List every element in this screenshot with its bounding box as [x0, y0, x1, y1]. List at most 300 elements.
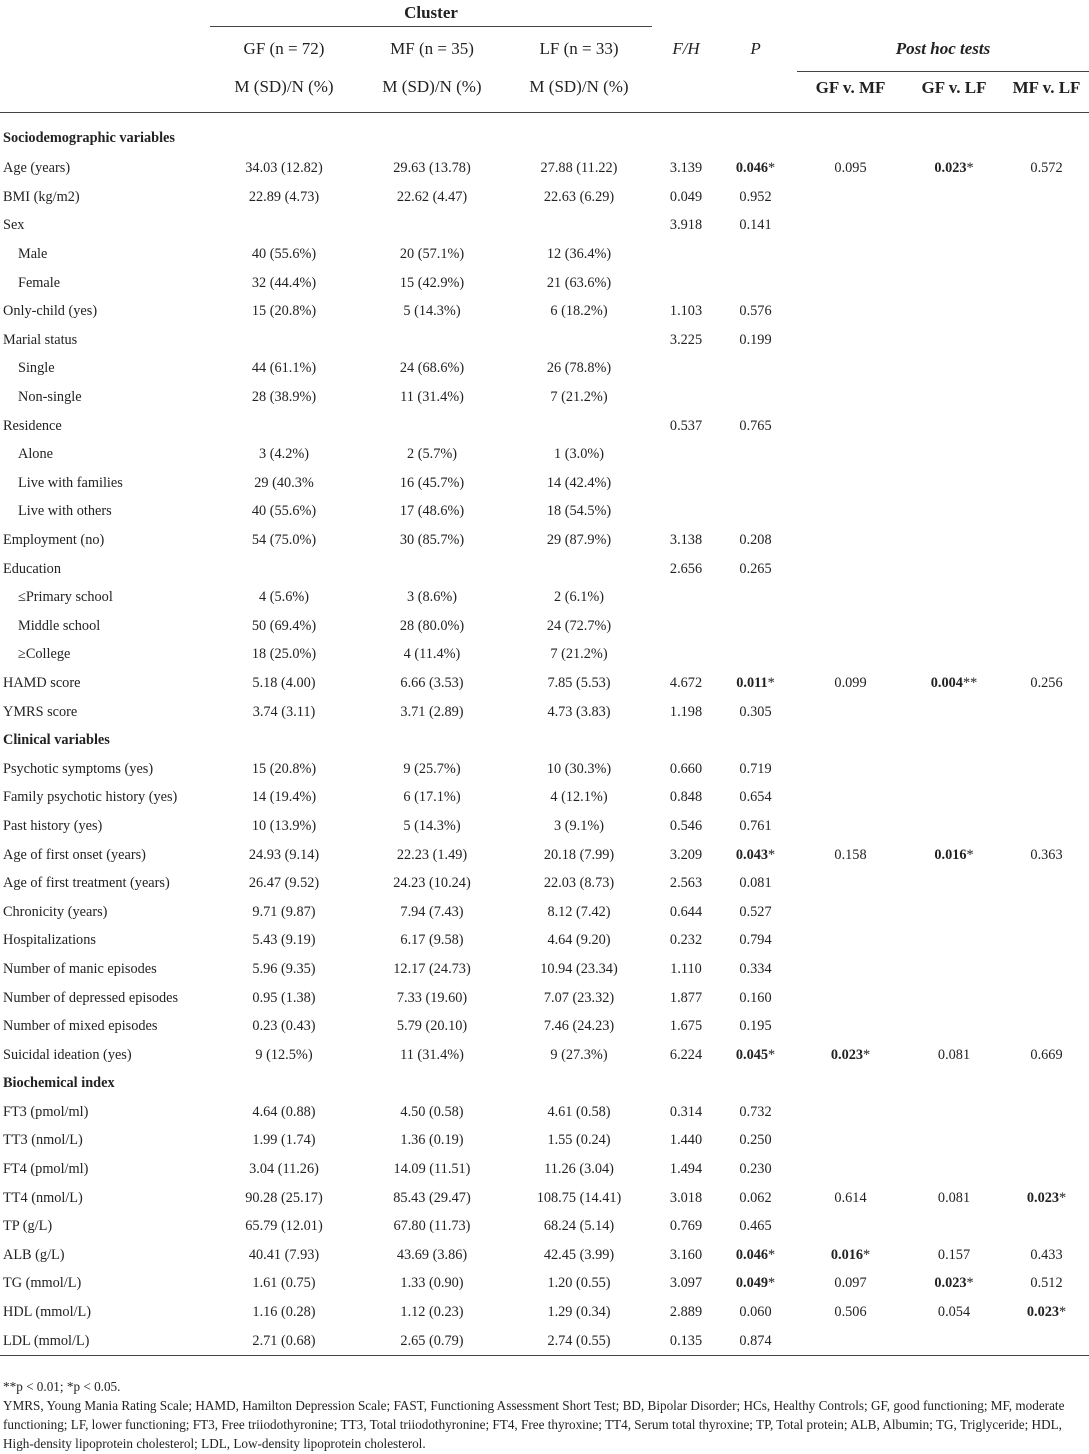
f-value [652, 297, 720, 326]
gf-vs-lf-value [904, 498, 1004, 527]
f-value [652, 583, 720, 612]
lf-value-text: 42.45 (3.99) [543, 1246, 615, 1263]
p-value-text: 0.062 [739, 1189, 772, 1206]
mf-vs-lf-value [1004, 1127, 1089, 1156]
table-row [0, 669, 1089, 698]
gf-value-text: 15 (20.8%) [251, 760, 317, 777]
p-value-text: 0.874 [739, 1332, 772, 1349]
mf-vs-lf-value [1004, 212, 1089, 241]
mf-value [358, 183, 506, 212]
mf-value-text: 43.69 (3.86) [396, 1246, 468, 1263]
f-value [652, 784, 720, 813]
gf-value-text: 28 (38.9%) [251, 389, 317, 406]
lf-value-text: 7 (21.2%) [550, 389, 608, 406]
f-value [652, 1012, 720, 1041]
mf-vs-lf-value [1004, 1270, 1089, 1299]
gf-value-text: 1.16 (0.28) [252, 1304, 316, 1321]
gf-value-text: 0.23 (0.43) [252, 1018, 316, 1035]
table-row [0, 297, 1089, 326]
table-row [0, 1098, 1089, 1127]
row-label: ALB (g/L) [3, 1246, 65, 1263]
table-row [0, 1298, 1089, 1327]
lf-value [506, 526, 652, 555]
row-label: Number of depressed episodes [3, 989, 179, 1006]
f-value [652, 183, 720, 212]
gf-value [210, 784, 358, 813]
p-value-text: 0.265 [739, 560, 772, 577]
lf-value [506, 812, 652, 841]
row-label: YMRS score [3, 703, 78, 720]
mf-value [358, 1298, 506, 1327]
f-value [652, 841, 720, 870]
table-row [0, 1184, 1089, 1213]
lf-value-text: 18 (54.5%) [546, 503, 612, 520]
table-row [0, 1327, 1089, 1356]
mf-value [358, 698, 506, 727]
p-value-text: 0.794 [739, 932, 772, 949]
table-row [0, 784, 1089, 813]
mf-vs-lf-value [1004, 583, 1089, 612]
p-value [720, 212, 791, 241]
gf-value [210, 297, 358, 326]
mf-value [358, 841, 506, 870]
row-label: Age (years) [3, 160, 71, 177]
mf-value [358, 240, 506, 269]
row-label: TP (g/L) [3, 1218, 53, 1235]
gf-vs-mf-value [797, 669, 904, 698]
mf-value-text: 5 (14.3%) [403, 817, 461, 834]
gf-vs-mf-value [797, 555, 904, 584]
f-value-text: 1.103 [669, 303, 703, 320]
mf-value-text: 14.09 (11.51) [393, 1161, 471, 1178]
f-value-text: 1.675 [669, 1018, 703, 1035]
mf-value-text: 3 (8.6%) [406, 589, 458, 606]
gf-value [210, 155, 358, 184]
gf-vs-lf-value [904, 240, 1004, 269]
gf-value-text: 1.61 (0.75) [252, 1275, 316, 1292]
row-label: Family psychotic history (yes) [3, 789, 178, 806]
gf-value-text: 40.41 (7.93) [248, 1246, 320, 1263]
mf-value [358, 641, 506, 670]
row-label: Non-single [18, 389, 82, 406]
gf-vs-lf-value [904, 183, 1004, 212]
significance-note: **p < 0.01; *p < 0.05. [3, 1379, 121, 1394]
gf-value-text: 5.96 (9.35) [252, 960, 316, 977]
gf-value [210, 898, 358, 927]
gf-stat-heading: M (SD)/N (%) [210, 71, 358, 112]
lf-value [506, 269, 652, 298]
gf-value [210, 240, 358, 269]
gf-vs-mf-value [797, 583, 904, 612]
mf-vs-lf-value [1004, 1041, 1089, 1070]
mf-vs-lf-value [1004, 898, 1089, 927]
gf-value-text: 2.71 (0.68) [252, 1332, 316, 1349]
f-value-text: 1.494 [669, 1161, 703, 1178]
f-value-text: 0.314 [669, 1103, 703, 1120]
section-row [0, 726, 1089, 755]
table-row [0, 927, 1089, 956]
gf-value [210, 669, 358, 698]
lf-value [506, 1127, 652, 1156]
table-row [0, 984, 1089, 1013]
mf-vs-lf-value [1004, 669, 1089, 698]
gf-value-text: 50 (69.4%) [251, 617, 317, 634]
lf-value [506, 955, 652, 984]
row-label: TT3 (nmol/L) [3, 1132, 83, 1149]
mf-value-text: 29.63 (13.78) [393, 160, 471, 177]
lf-value [506, 841, 652, 870]
mf-vs-lf-value [1004, 183, 1089, 212]
gf-vs-lf-value [904, 669, 1004, 698]
gf-value [210, 383, 358, 412]
f-value-text: 3.139 [669, 160, 703, 177]
p-value-text: 0.195 [739, 1018, 772, 1035]
mf-vs-lf-value [1004, 469, 1089, 498]
gf-value-text: 22.89 (4.73) [248, 188, 320, 205]
mf-value-text: 6.17 (9.58) [400, 932, 464, 949]
gf-vs-mf-value [797, 440, 904, 469]
p-value [720, 869, 791, 898]
mf-value [358, 1270, 506, 1299]
p-value [720, 1155, 791, 1184]
gf-vs-lf-value [904, 955, 1004, 984]
mf-value [358, 1155, 506, 1184]
f-value [652, 1098, 720, 1127]
row-label: Chronicity (years) [3, 903, 108, 920]
gf-vs-lf-value [904, 355, 1004, 384]
mf-vs-lf-value-text: 0.256 [1030, 674, 1063, 691]
row-label: Male [18, 246, 48, 263]
gf-vs-lf-value [904, 1298, 1004, 1327]
gf-vs-mf-value [797, 469, 904, 498]
table-row [0, 498, 1089, 527]
table-row [0, 812, 1089, 841]
mf-vs-lf-value-text: 0.363 [1030, 846, 1063, 863]
mf-vs-lf-value [1004, 1212, 1089, 1241]
gf-vs-lf-value [904, 1184, 1004, 1213]
mf-value-text: 11 (31.4%) [400, 1046, 464, 1063]
f-value-text: 0.848 [669, 789, 703, 806]
p-value-text: 0.334 [739, 960, 772, 977]
mf-value [358, 1127, 506, 1156]
p-value-text: 0.208 [739, 532, 772, 549]
mf-vs-lf-value-text: 0.023* [1026, 1189, 1067, 1206]
row-label: Employment (no) [3, 532, 105, 549]
mf-vs-lf-value [1004, 641, 1089, 670]
bottom-rule-cell [0, 1356, 1089, 1357]
p-value [720, 155, 791, 184]
table-row [0, 412, 1089, 441]
gf-value [210, 212, 358, 241]
row-label: ≤Primary school [18, 589, 113, 606]
mf-value [358, 669, 506, 698]
mf-value-text: 7.33 (19.60) [396, 989, 468, 1006]
f-value [652, 698, 720, 727]
gf-vs-mf-value [797, 898, 904, 927]
lf-value [506, 183, 652, 212]
mf-value [358, 927, 506, 956]
mf-value-text: 6 (17.1%) [403, 789, 461, 806]
lf-value-text: 4 (12.1%) [550, 789, 608, 806]
gf-vs-mf-value [797, 698, 904, 727]
p-value [720, 1012, 791, 1041]
table-row [0, 355, 1089, 384]
mf-value [358, 1327, 506, 1356]
lf-value-text: 26 (78.8%) [546, 360, 612, 377]
lf-value-text: 7 (21.2%) [550, 646, 608, 663]
gf-vs-lf-value [904, 641, 1004, 670]
f-value-text: 0.546 [669, 817, 703, 834]
p-value [720, 1127, 791, 1156]
p-value [720, 269, 791, 298]
f-value-text: 0.660 [669, 760, 703, 777]
gf-vs-lf-value [904, 155, 1004, 184]
gf-vs-mf-value [797, 955, 904, 984]
gf-vs-mf-value [797, 1212, 904, 1241]
gf-value-text: 90.28 (25.17) [245, 1189, 323, 1206]
gf-vs-mf-value-text: 0.016* [830, 1246, 871, 1263]
gf-vs-mf-value-text: 0.023* [830, 1046, 871, 1063]
p-heading: P [750, 38, 761, 58]
gf-vs-lf-value [904, 383, 1004, 412]
lf-value-text: 11.26 (3.04) [544, 1161, 614, 1178]
mf-value [358, 155, 506, 184]
lf-value [506, 383, 652, 412]
lf-value [506, 440, 652, 469]
gf-value-text: 29 (40.3% [254, 474, 314, 491]
f-value [652, 1127, 720, 1156]
gf-vs-lf-value [904, 784, 1004, 813]
p-value [720, 984, 791, 1013]
p-value [720, 383, 791, 412]
gf-vs-lf-value [904, 1241, 1004, 1270]
gf-value [210, 612, 358, 641]
table-row [0, 1241, 1089, 1270]
gf-value [210, 1098, 358, 1127]
row-label: Psychotic symptoms (yes) [3, 760, 154, 777]
mf-vs-lf-value [1004, 326, 1089, 355]
f-value [652, 555, 720, 584]
table-row [0, 440, 1089, 469]
lf-value [506, 555, 652, 584]
mf-vs-lf-value [1004, 297, 1089, 326]
f-value-text: 0.644 [669, 903, 703, 920]
lf-value [506, 984, 652, 1013]
p-value-text: 0.465 [739, 1218, 772, 1235]
mf-value-text: 5.79 (20.10) [396, 1018, 468, 1035]
mf-value [358, 898, 506, 927]
f-value-text: 0.537 [669, 417, 703, 434]
lf-value [506, 898, 652, 927]
f-value-text: 3.018 [669, 1189, 703, 1206]
section-row [0, 1070, 1089, 1099]
mf-vs-lf-value-text: 0.023* [1026, 1304, 1067, 1321]
gf-vs-lf-value [904, 297, 1004, 326]
p-value-text: 0.230 [739, 1161, 772, 1178]
lf-value-text: 1 (3.0%) [553, 446, 605, 463]
p-value [720, 927, 791, 956]
p-value [720, 612, 791, 641]
gf-vs-lf-value-text: 0.016* [934, 846, 974, 863]
row-label: LDL (mmol/L) [3, 1332, 90, 1349]
lf-value-text: 14 (42.4%) [546, 474, 612, 491]
f-value-text: 6.224 [669, 1046, 703, 1063]
row-label: TG (mmol/L) [3, 1275, 82, 1292]
p-value [720, 1270, 791, 1299]
gf-value-text: 3.74 (3.11) [252, 703, 316, 720]
gf-value [210, 1298, 358, 1327]
mf-value [358, 355, 506, 384]
row-label: Live with others [18, 503, 112, 520]
gf-vs-mf-heading: GF v. MF [797, 71, 904, 112]
p-value [720, 841, 791, 870]
f-value [652, 612, 720, 641]
table-row [0, 869, 1089, 898]
table-bottom-rule [0, 1356, 1089, 1357]
lf-value [506, 469, 652, 498]
gf-vs-mf-value [797, 841, 904, 870]
gf-vs-mf-value [797, 183, 904, 212]
lf-value-text: 68.24 (5.14) [543, 1218, 615, 1235]
f-value-text: 3.918 [669, 217, 703, 234]
lf-value [506, 212, 652, 241]
gf-value-text: 14 (19.4%) [251, 789, 317, 806]
mf-vs-lf-value [1004, 812, 1089, 841]
lf-value [506, 698, 652, 727]
p-value [720, 1184, 791, 1213]
p-value [720, 1298, 791, 1327]
row-label: ≥College [18, 646, 71, 663]
gf-vs-lf-value [904, 927, 1004, 956]
lf-value [506, 1155, 652, 1184]
gf-value [210, 183, 358, 212]
f-value [652, 355, 720, 384]
f-value [652, 412, 720, 441]
gf-vs-mf-value [797, 526, 904, 555]
section-title: Clinical variables [3, 732, 110, 749]
gf-vs-mf-value-text: 0.614 [834, 1189, 867, 1206]
lf-value-text: 27.88 (11.22) [540, 160, 618, 177]
lf-value-text: 24 (72.7%) [546, 617, 612, 634]
table-row [0, 269, 1089, 298]
gf-vs-mf-value [797, 383, 904, 412]
table-row [0, 1155, 1089, 1184]
gf-vs-mf-value [797, 1041, 904, 1070]
gf-vs-lf-value-text: 0.004** [930, 674, 978, 691]
gf-vs-mf-value [797, 498, 904, 527]
table-row [0, 612, 1089, 641]
table-row [0, 212, 1089, 241]
gf-vs-lf-value [904, 898, 1004, 927]
table-row [0, 898, 1089, 927]
lf-group-heading: LF (n = 33) [539, 39, 619, 58]
gf-vs-mf-value [797, 355, 904, 384]
gf-vs-mf-value [797, 1241, 904, 1270]
mf-value-text: 1.36 (0.19) [400, 1132, 464, 1149]
lf-value [506, 669, 652, 698]
mf-vs-lf-value [1004, 1241, 1089, 1270]
gf-value [210, 698, 358, 727]
mf-value [358, 526, 506, 555]
mf-value-text: 67.80 (11.73) [393, 1218, 471, 1235]
lf-stat-heading: M (SD)/N (%) [506, 71, 652, 112]
row-label: Suicidal ideation (yes) [3, 1046, 132, 1063]
mf-value [358, 1041, 506, 1070]
table-row [0, 555, 1089, 584]
p-value-text: 0.654 [739, 789, 772, 806]
mf-vs-lf-value [1004, 1298, 1089, 1327]
gf-vs-lf-value-text: 0.081 [937, 1046, 971, 1063]
gf-value-text: 0.95 (1.38) [252, 989, 316, 1006]
gf-value-text: 26.47 (9.52) [248, 875, 320, 892]
lf-value-text: 6 (18.2%) [550, 303, 608, 320]
table-row [0, 698, 1089, 727]
gf-value [210, 984, 358, 1013]
f-value [652, 1327, 720, 1356]
gf-value-text: 65.79 (12.01) [245, 1218, 323, 1235]
gf-vs-lf-value [904, 1127, 1004, 1156]
lf-value-text: 4.64 (9.20) [547, 932, 611, 949]
mf-vs-lf-value-text: 0.572 [1030, 160, 1063, 177]
mf-value [358, 269, 506, 298]
mf-value-text: 6.66 (3.53) [400, 674, 464, 691]
lf-value [506, 1298, 652, 1327]
table-row [0, 240, 1089, 269]
abbreviations-note: YMRS, Young Mania Rating Scale; HAMD, Hamilton Depression Scale; FAST, Functioning Assessment Short Test; BD, Bipolar Disorder; HCs, Healthy Controls; GF, good functioning; MF, moderate functioning; LF, lower functioning; FT3, Free triiodothyronine; TT3, Total triiodothyronine; FT4, Free thyroxine; TT4, Serum total thyroxine; TP, Total protein; ALB, Albumin; TG, Triglyceride; HDL, High-density lipoprotein cholesterol; LDL, Low-density lipoprotein cholesterol. [3, 1398, 1065, 1451]
row-label: BMI (kg/m2) [3, 188, 80, 205]
lf-value [506, 641, 652, 670]
table-row [0, 755, 1089, 784]
table-header [0, 0, 1089, 112]
row-label: FT4 (pmol/ml) [3, 1161, 89, 1178]
mf-vs-lf-value [1004, 755, 1089, 784]
gf-value [210, 1212, 358, 1241]
p-value [720, 412, 791, 441]
gf-value [210, 440, 358, 469]
f-value [652, 1184, 720, 1213]
mf-value [358, 555, 506, 584]
row-label: Education [3, 560, 61, 577]
lf-value-text: 22.03 (8.73) [543, 875, 615, 892]
lf-value-text: 29 (87.9%) [546, 532, 612, 549]
p-value [720, 498, 791, 527]
lf-value-text: 4.61 (0.58) [547, 1103, 611, 1120]
mf-vs-lf-value [1004, 698, 1089, 727]
f-value-text: 1.440 [669, 1132, 703, 1149]
gf-vs-lf-value [904, 612, 1004, 641]
mf-vs-lf-value [1004, 984, 1089, 1013]
f-value [652, 526, 720, 555]
gf-vs-lf-value [904, 440, 1004, 469]
p-value [720, 955, 791, 984]
mf-value [358, 812, 506, 841]
row-label: Sex [3, 217, 25, 234]
gf-value [210, 498, 358, 527]
mf-vs-lf-value [1004, 498, 1089, 527]
f-value [652, 755, 720, 784]
f-value-text: 1.198 [669, 703, 703, 720]
p-value [720, 469, 791, 498]
lf-value [506, 1184, 652, 1213]
p-value [720, 1041, 791, 1070]
p-value-text: 0.952 [739, 188, 772, 205]
gf-value-text: 1.99 (1.74) [252, 1132, 316, 1149]
table-row [0, 583, 1089, 612]
mf-value-text: 22.62 (4.47) [396, 188, 468, 205]
gf-vs-lf-value [904, 469, 1004, 498]
gf-value [210, 641, 358, 670]
gf-vs-mf-value-text: 0.095 [834, 160, 867, 177]
